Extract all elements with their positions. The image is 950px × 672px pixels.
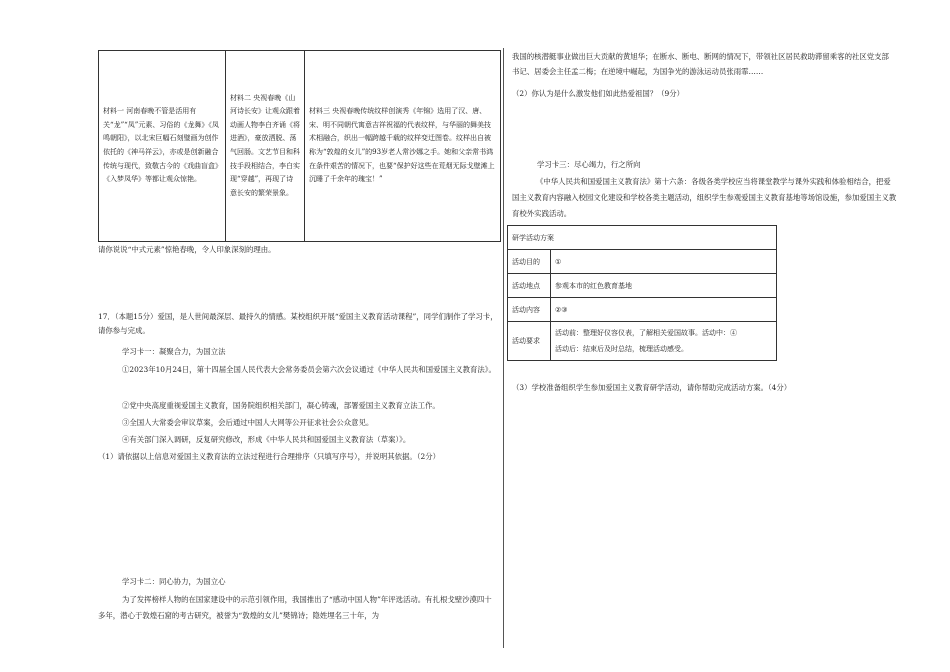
material-3: 材料三 央视春晚传统纹样创演秀《年锦》选用了汉、唐、宋、明不同朝代寓意吉祥祝福的代表纹样，与华丽的舞美技术相融合，织出一幅跨越千载的纹样变迁图卷。纹样出自被称为“敦煌的女儿”的93岁老人常沙娜之手。她和父亲常书鸿在条件艰苦的情况下，也要“保护好这些在荒烟无际戈壁滩上沉睡了千余年的瑰宝！” [305,51,501,242]
card-1-item-1: ①2023年10月24日，第十四届全国人民代表大会常务委员会第六次会议通过《中华人民共和国爱国主义教育法》。 [122,365,496,374]
plan-value: ②③ [551,298,777,322]
card-1-item-4: ④有关部门深入调研，反复研究修改，形成《中华人民共和国爱国主义教育法（草案）》。 [122,435,411,444]
plan-value: 参观本市的红色教育基地 [551,274,777,298]
plan-row [508,250,777,274]
plan-label: 活动内容 [508,298,551,322]
column-divider [503,48,504,648]
plan-row [508,322,777,361]
sub-question-1: （1）请依据以上信息对爱国主义教育法的立法过程进行合理排序（只填写序号），并说明其依据。（2分） [98,452,440,461]
activity-plan-table [507,225,777,361]
card-1-item-2: ②党中央高度重视爱国主义教育，国务院组织相关部门，凝心铸魂，部署爱国主义教育立法工作。 [122,401,440,410]
card-2-continued: 我国的核潜艇事业做出巨大贡献的黄旭华；在断水、断电、断网的情况下，带领社区居民救助滞留乘客的社区党支部书记、居委会主任孟二梅；在逆境中崛起，为国争光的游泳运动员张雨霏…… [512,52,889,76]
material-1: 材料一 河南春晚不管是活用有关“龙”“凤”元素、习俗的《龙舞》《凤鸣朝阳》，以北宋巨幅石刻璧画为创作依托的《神马祥云》，亦或是创新融合传统与现代，致敬古今的《戏曲盲盒》《入梦凤华》等都让观众惊艳。 [99,51,226,242]
plan-requirement-line-2: 活动后：结束后及时总结，梳理活动感受。 [555,345,688,353]
plan-title: 研学活动方案 [508,226,777,250]
plan-row [508,298,777,322]
material-2: 材料二 央视春晚《山河诗长安》让观众跟着动画人物李白齐诵《将进酒》，豪放洒脱、荡气回肠。文艺节目和科技手段相结合，李白实现“穿越”，再现了诗意长安的繁荣景象。 [226,51,305,242]
plan-label: 活动要求 [508,322,551,361]
card-2-text: 为了发挥榜样人物的在国家建设中的示范引领作用，我国推出了“感动中国人物”年评选活动。有扎根戈壁沙漠四十多年，潜心于敦煌石窟的考古研究，被誉为“敦煌的女儿”樊锦诗；隐姓埋名三十年，为 [98,595,492,620]
question-prompt: 请你说说“中式元素”惊艳春晚，令人印象深刻的理由。 [98,245,276,254]
plan-value: ① [551,250,777,274]
plan-value [551,322,777,361]
plan-label: 活动地点 [508,274,551,298]
plan-label: 活动目的 [508,250,551,274]
materials-table [98,50,501,242]
card-1-item-3: ③全国人大常委会审议草案，会后通过中国人大网等公开征求社会公众意见。 [122,418,374,427]
plan-requirement-line-1: 活动前：整理好仪容仪表，了解相关爱国故事。活动中：④ [555,329,737,337]
plan-row [508,274,777,298]
sub-question-2: （2）你认为是什么激发他们如此热爱祖国？（9分） [512,89,685,98]
card-3-title: 学习卡三：尽心竭力，行之所向 [537,160,641,169]
card-3-text: 《中华人民共和国爱国主义教育法》第十六条：各级各类学校应当将课堂教学与课外实践和体验相结合，把爱国主义教育内容融入校园文化建设和学校各类主题活动，组织学生参观爱国主义教育基地等场馆设施，参加爱国主义教育校外实践活动。 [512,177,897,218]
question-17: 17．（本题15分）爱国，是人世间最深层、最持久的情感。某校组织开展“爱国主义教育活动课程”，同学们制作了学习卡，请你参与完成。 [98,312,498,335]
sub-question-3: （3）学校准备组织学生参加爱国主义教育研学活动，请你帮助完成活动方案。（4分） [512,383,792,392]
card-1-title: 学习卡一：凝聚合力，为国立法 [122,347,226,356]
card-2-title: 学习卡二：同心协力，为国立心 [122,577,226,586]
